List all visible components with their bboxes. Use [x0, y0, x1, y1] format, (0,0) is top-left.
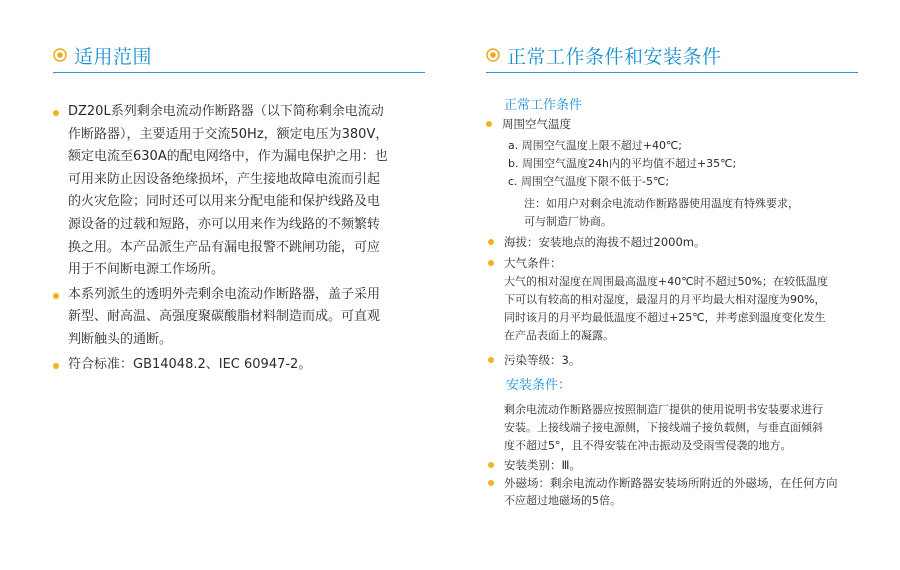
right-section-title: 正常工作条件和安装条件: [507, 46, 722, 68]
bullet-dot: [53, 363, 59, 369]
temperature-lower: c. 周围空气温度下限不低于-5℃;: [508, 175, 670, 188]
normal-conditions-title: 正常工作条件: [504, 98, 583, 113]
temperature-upper: a. 周围空气温度上限不超过+40℃;: [508, 139, 683, 152]
bullet-dot: [488, 357, 494, 363]
bullet-dot: [488, 480, 494, 486]
install-line: 度不超过5°，且不得安装在冲击振动及受雨雪侵袭的地方。: [504, 439, 792, 452]
magnetic-field-line: 不应超过地磁场的5倍。: [504, 494, 621, 507]
scope-list: [53, 101, 425, 376]
atmosphere-item: 大气条件：: [504, 254, 562, 272]
bullet-dot: [486, 121, 492, 127]
bullet-dot: [488, 239, 494, 245]
bullet-dot: [53, 110, 59, 116]
install-category-item: 安装类别：Ⅲ。: [504, 456, 581, 474]
atmosphere-line: 在产品表面上的凝露。: [504, 329, 614, 342]
atmosphere-line: 下可以有较高的相对湿度，最湿月的月平均最大相对湿度为90%，: [504, 293, 826, 306]
left-section-title: 适用范围: [74, 46, 153, 68]
magnetic-field-item: 外磁场：剩余电流动作断路器安装场所附近的外磁场，在任何方向: [504, 474, 838, 492]
target-icon: [53, 48, 67, 62]
temperature-average: b. 周围空气温度24h内的平均值不超过+35℃;: [508, 157, 737, 170]
list-item: 符合标准：GB14048.2、IEC 60947-2。: [53, 354, 425, 377]
list-item: DZ20L系列剩余电流动作断路器（以下简称剩余电流动 作断路器），主要适用于交流50Hz，额定电压为380V， 额定电流至630A的配电网络中，作为漏电保护之用：也 可用来防止因设备绝缘损坏，产生接地故障电流而引起 的火灾危险；同时还可以用来分配电能和保护线路及电 源设备的过载和短路，亦可以用来作为线路的不频繁转 换之用。本产品派生产品有漏电报警不跳闸功能，可应 用于不间断电源工作场所。: [53, 101, 425, 282]
temperature-item: 周围空气温度: [502, 115, 571, 133]
list-item: 本系列派生的透明外壳剩余电流动作断路器，盖子采用 新型、耐高温、高强度聚碳酸脂材料制造而成。可直观 判断触头的通断。: [53, 284, 425, 352]
altitude-item: 海拔：安装地点的海拔不超过2000m。: [504, 233, 705, 251]
bullet-dot: [488, 260, 494, 266]
bullet-dot: [488, 462, 494, 468]
target-icon: [486, 48, 500, 62]
right-section-header: [486, 40, 858, 73]
atmosphere-line: 大气的相对湿度在周围最高温度+40℃时不超过50%；在较低温度: [504, 275, 829, 288]
install-conditions-title: 安装条件：: [506, 378, 572, 393]
left-section-header: [53, 40, 425, 73]
install-line: 剩余电流动作断路器应按照制造厂提供的使用说明书安装要求进行: [504, 403, 823, 416]
temperature-note-1: 注：如用户对剩余电流动作断路器使用温度有特殊要求，: [524, 197, 799, 210]
bullet-dot: [53, 293, 59, 299]
pollution-item: 污染等级：3。: [504, 351, 580, 369]
atmosphere-line: 同时该月的月平均最低温度不超过+25℃，并考虑到温度变化发生: [504, 311, 826, 324]
install-line: 安装。上接线端子接电源侧，下接线端子接负载侧，与垂直面倾斜: [504, 421, 823, 434]
temperature-note-2: 可与制造厂协商。: [524, 215, 612, 228]
